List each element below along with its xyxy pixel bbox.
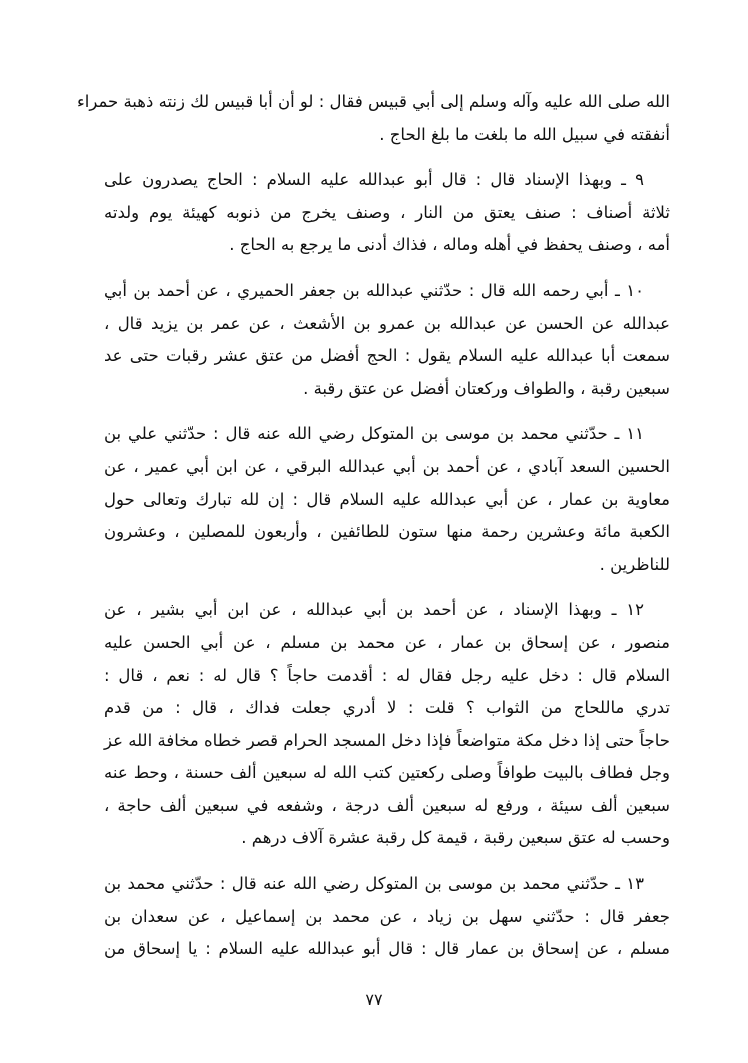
text-line: سبعين رقبة ، والطواف وركعتان أفضل عن عتق رقبة . [303, 378, 670, 398]
text-line: أمه ، وصنف يحفظ في أهله وماله ، فذاك أدنى ما يرجع به الحاج . [229, 235, 670, 255]
text-line: منصور ، عن إسحاق بن عمار ، عن محمد بن مسلم ، عن أبي الحسن عليه [104, 632, 670, 652]
page-number: ٧٧ [365, 990, 383, 1009]
text-line: عبدالله عن الحسن عن عبدالله بن عمرو بن الأشعث ، عن عمر بن يزيد قال ، [104, 313, 670, 333]
text-line: ١٢ ـ وبهذا الإسناد ، عن أحمد بن أبي عبدالله ، عن ابن أبي بشير ، عن [104, 600, 644, 620]
text-line: وجل فطاف بالبيت طوافاً وصلى ركعتين كتب الله له سبعين ألف حسنة ، وحط عنه [104, 763, 670, 783]
paragraph [104, 275, 670, 405]
text-line: سبعين ألف سيئة ، ورفع له سبعين ألف درجة ، وشفعه في سبعين ألف حاجة ، [104, 795, 670, 815]
page-body [77, 86, 670, 979]
text-line: أنفقته في سبيل الله ما بلغت ما بلغ الحاج . [379, 124, 670, 144]
text-line: جعفر قال : حدّثني سهل بن زياد ، عن محمد بن إسماعيل ، عن سعدان بن [104, 906, 670, 926]
paragraph [77, 86, 670, 151]
paragraph [104, 418, 670, 581]
text-line: ١٠ ـ أبي رحمه الله قال : حدّثني عبدالله بن جعفر الحميري ، عن أحمد بن أبي [104, 280, 644, 300]
text-line: الله صلى الله عليه وآله وسلم إلى أبي قبيس فقال : لو أن أبا قبيس لك زنته ذهبة حمراء [77, 92, 670, 111]
text-line: ١٣ ـ حدّثني محمد بن موسى بن المتوكل رضي الله عنه قال : حدّثني محمد بن [104, 874, 644, 894]
text-line: حاجاً حتى إذا دخل مكة متواضعاً فإذا دخل المسجد الحرام قصر خطاه مخافة الله عز [104, 730, 670, 750]
paragraph [104, 164, 670, 262]
text-line: السلام قال : دخل عليه رجل فقال له : أقدمت حاجاً ؟ قال له : نعم ، قال : [104, 665, 670, 685]
text-line: ٩ ـ وبهذا الإسناد قال : قال أبو عبدالله عليه السلام : الحاج يصدرون على [104, 170, 644, 190]
text-line: ١١ ـ حدّثني محمد بن موسى بن المتوكل رضي الله عنه قال : حدّثني علي بن [104, 424, 644, 444]
text-line: معاوية بن عمار ، عن أبي عبدالله عليه السلام قال : إن لله تبارك وتعالى حول [104, 489, 670, 509]
text-line: مسلم ، عن إسحاق بن عمار قال : قال أبو عبدالله عليه السلام : يا إسحاق من [104, 939, 670, 959]
text-line: للناظرين . [599, 554, 670, 574]
text-line: تدري ماللحاج من الثواب ؟ قلت : لا أدري جعلت فداك ، قال : من قدم [104, 698, 670, 718]
text-line: الحسين السعد آبادي ، عن أحمد بن أبي عبدالله البرقي ، عن ابن أبي عمير ، عن [104, 456, 670, 476]
text-line: وحسب له عتق سبعين رقبة ، قيمة كل رقبة عشرة آلاف درهم . [241, 828, 670, 848]
paragraph [104, 594, 670, 855]
text-line: سمعت أبا عبدالله عليه السلام يقول : الحج أفضل من عتق عشر رقبات حتى عد [104, 346, 670, 366]
text-line: الكعبة مائة وعشرين رحمة منها ستون للطائفين ، وأربعون للمصلين ، وعشرون [104, 522, 670, 542]
paragraph [104, 868, 670, 966]
text-line: ثلاثة أصناف : صنف يعتق من النار ، وصنف يخرج من ذنوبه كهيئة يوم ولدته [104, 202, 670, 222]
